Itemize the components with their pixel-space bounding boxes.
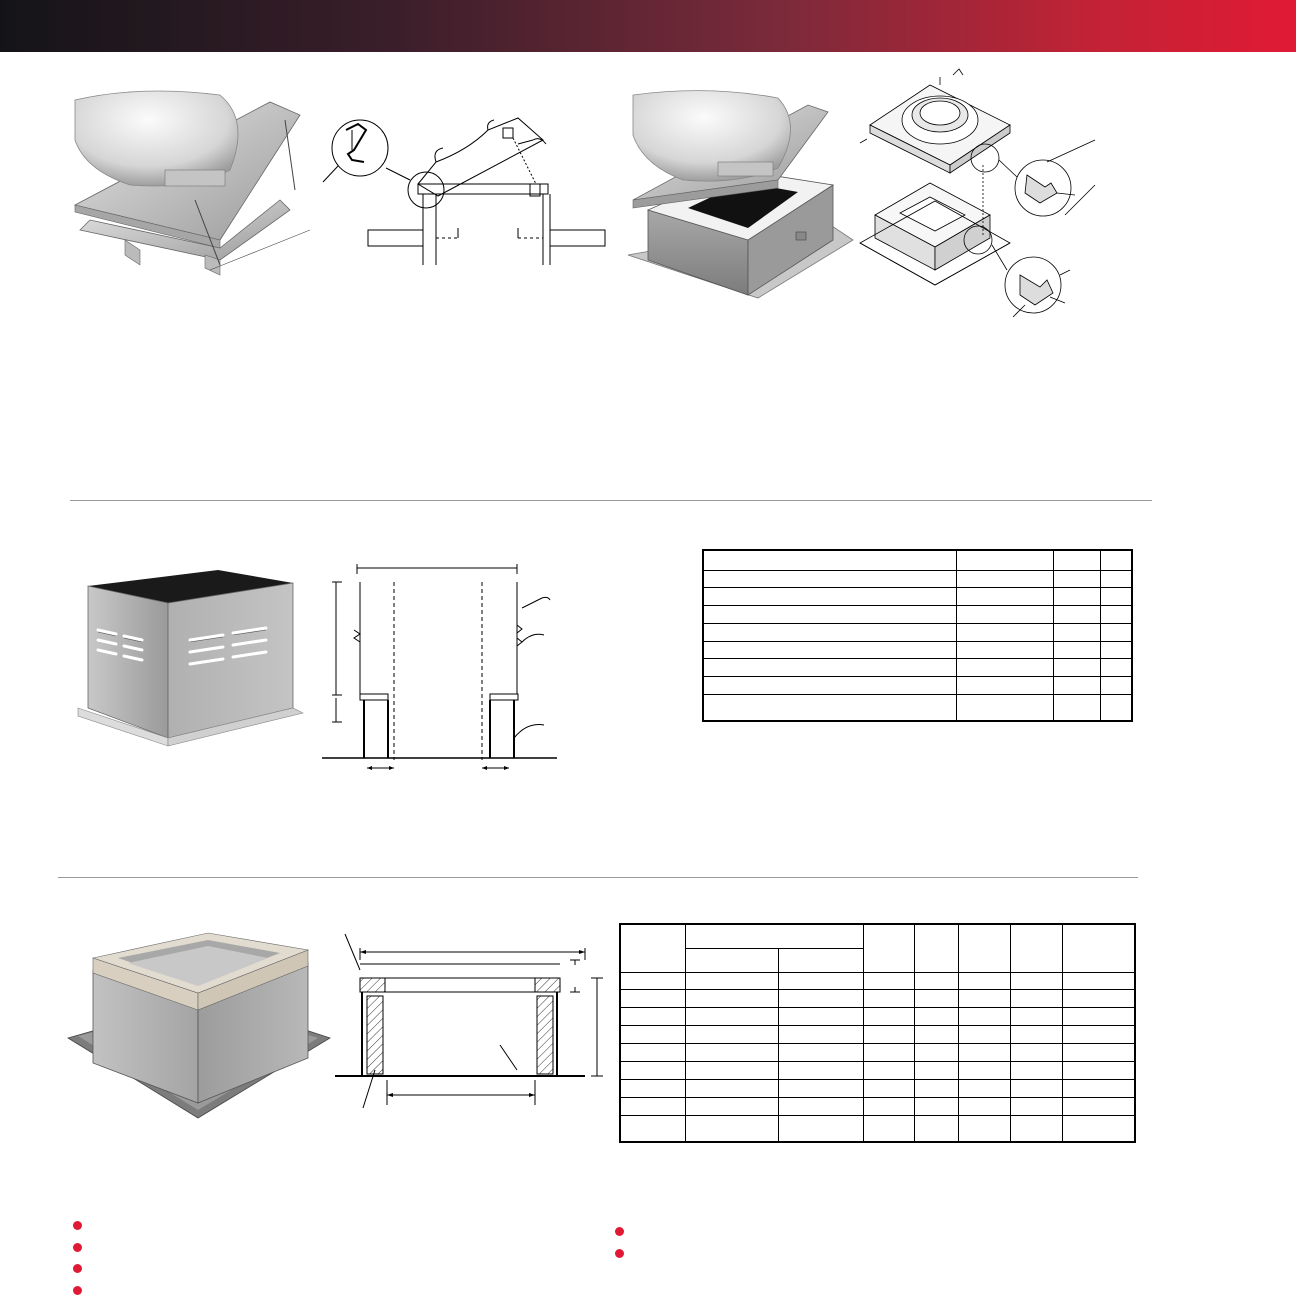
table-cell xyxy=(1063,1026,1136,1044)
table-cell xyxy=(957,588,1054,606)
table-cell xyxy=(1011,990,1063,1008)
red-dot-bullet-icon xyxy=(615,1249,624,1258)
table-row xyxy=(703,550,1132,570)
table-cell xyxy=(1054,694,1101,721)
table-cell xyxy=(1011,1115,1063,1142)
table-cell xyxy=(686,924,864,948)
table-cell xyxy=(1101,550,1133,570)
red-dot-bullet-icon xyxy=(73,1264,82,1273)
table-row xyxy=(703,659,1132,677)
table-cell xyxy=(915,1061,959,1079)
hinged-curb-photo xyxy=(628,90,853,305)
table-cell xyxy=(620,1115,686,1142)
table-cell xyxy=(686,1115,779,1142)
table-cell xyxy=(957,641,1054,659)
table-cell xyxy=(1063,990,1136,1008)
table-row xyxy=(620,1079,1135,1097)
table-cell xyxy=(779,1115,864,1142)
table-cell xyxy=(620,1026,686,1044)
table-row xyxy=(620,990,1135,1008)
table-cell xyxy=(1101,659,1133,677)
table-cell xyxy=(959,1044,1011,1062)
hinged-base-diagram xyxy=(318,110,608,270)
table-cell xyxy=(703,623,957,641)
table-row xyxy=(620,1008,1135,1026)
table-cell xyxy=(620,1044,686,1062)
table-row xyxy=(703,588,1132,606)
table-cell xyxy=(779,1061,864,1079)
table-cell xyxy=(1063,1079,1136,1097)
section-divider-1 xyxy=(70,500,1152,501)
table-cell xyxy=(1101,677,1133,695)
table-cell xyxy=(957,550,1054,570)
table-cell xyxy=(1063,1044,1136,1062)
table-cell xyxy=(957,570,1054,588)
table-cell xyxy=(686,990,779,1008)
table-row xyxy=(620,1061,1135,1079)
table-cell xyxy=(686,1097,779,1115)
red-dot-bullet-icon xyxy=(73,1221,82,1230)
table-cell xyxy=(959,1026,1011,1044)
table-cell xyxy=(959,972,1011,990)
table-cell xyxy=(779,1044,864,1062)
table-cell xyxy=(703,641,957,659)
table-cell xyxy=(864,1008,915,1026)
table-cell xyxy=(957,606,1054,624)
table-row xyxy=(620,1097,1135,1115)
table-cell xyxy=(1063,1097,1136,1115)
table-cell xyxy=(779,1079,864,1097)
table-cell xyxy=(959,1079,1011,1097)
table-cell xyxy=(620,924,686,972)
table-cell xyxy=(1011,1097,1063,1115)
table-cell xyxy=(1011,1079,1063,1097)
table-cell xyxy=(915,1115,959,1142)
roof-curb-table xyxy=(619,923,1136,1143)
table-cell xyxy=(1054,570,1101,588)
table-cell xyxy=(1054,550,1101,570)
table-cell xyxy=(864,1115,915,1142)
table-cell xyxy=(703,677,957,695)
table-cell xyxy=(959,1115,1011,1142)
table-row xyxy=(703,641,1132,659)
table-cell xyxy=(915,1026,959,1044)
table-cell xyxy=(1101,623,1133,641)
table-cell xyxy=(1101,694,1133,721)
table-row xyxy=(703,606,1132,624)
table-cell xyxy=(703,550,957,570)
table-cell xyxy=(864,1097,915,1115)
table-row xyxy=(703,570,1132,588)
table-cell xyxy=(915,1044,959,1062)
table-cell xyxy=(1063,924,1136,972)
table-cell xyxy=(1011,1061,1063,1079)
table-cell xyxy=(1063,1008,1136,1026)
table-cell xyxy=(1054,641,1101,659)
table-row xyxy=(620,1044,1135,1062)
table-cell xyxy=(779,972,864,990)
header-banner xyxy=(0,0,1296,52)
table-cell xyxy=(686,948,779,972)
table-cell xyxy=(686,1079,779,1097)
section-divider-2 xyxy=(58,877,1138,878)
table-cell xyxy=(1101,570,1133,588)
table-cell xyxy=(1054,588,1101,606)
roof-curb-section-diagram xyxy=(335,930,615,1115)
curb-extension-section-diagram xyxy=(322,560,562,775)
table-row xyxy=(620,1115,1135,1142)
hinge-assembly-diagram xyxy=(855,65,1100,320)
table-cell xyxy=(1011,972,1063,990)
table-cell xyxy=(779,1008,864,1026)
table-cell xyxy=(959,924,1011,972)
table-cell xyxy=(1054,623,1101,641)
table-cell xyxy=(620,1008,686,1026)
table-cell xyxy=(779,990,864,1008)
table-cell xyxy=(620,990,686,1008)
table-cell xyxy=(957,677,1054,695)
table-cell xyxy=(864,972,915,990)
table-cell xyxy=(959,1008,1011,1026)
table-cell xyxy=(620,1097,686,1115)
table-cell xyxy=(1101,606,1133,624)
table-cell xyxy=(915,972,959,990)
table-cell xyxy=(959,990,1011,1008)
table-cell xyxy=(1101,641,1133,659)
table-cell xyxy=(779,948,864,972)
table-cell xyxy=(915,1097,959,1115)
curb-extension-table xyxy=(702,549,1133,722)
table-cell xyxy=(1011,1044,1063,1062)
table-cell xyxy=(686,1008,779,1026)
table-cell xyxy=(1063,1061,1136,1079)
table-cell xyxy=(1054,677,1101,695)
table-row xyxy=(620,924,1135,948)
table-cell xyxy=(864,1061,915,1079)
table-row xyxy=(703,623,1132,641)
table-row xyxy=(620,972,1135,990)
roof-curb-photo xyxy=(68,928,330,1128)
table-cell xyxy=(959,1061,1011,1079)
table-cell xyxy=(1011,1026,1063,1044)
table-cell xyxy=(703,659,957,677)
table-cell xyxy=(915,1079,959,1097)
table-cell xyxy=(957,623,1054,641)
table-cell xyxy=(864,990,915,1008)
table-cell xyxy=(686,1044,779,1062)
table-cell xyxy=(915,990,959,1008)
table-cell xyxy=(703,606,957,624)
curb-extension-photo xyxy=(78,568,310,753)
table-cell xyxy=(915,924,959,972)
red-dot-bullet-icon xyxy=(73,1243,82,1252)
table-cell xyxy=(1063,972,1136,990)
table-cell xyxy=(620,972,686,990)
table-cell xyxy=(686,1061,779,1079)
table-cell xyxy=(1101,588,1133,606)
table-cell xyxy=(703,588,957,606)
table-cell xyxy=(1063,1115,1136,1142)
table-cell xyxy=(864,1026,915,1044)
table-cell xyxy=(864,1079,915,1097)
table-cell xyxy=(686,972,779,990)
table-cell xyxy=(1011,1008,1063,1026)
table-cell xyxy=(703,694,957,721)
red-dot-bullet-icon xyxy=(73,1286,82,1295)
table-cell xyxy=(1054,606,1101,624)
table-cell xyxy=(620,1079,686,1097)
hinged-base-photo xyxy=(70,90,310,290)
table-row xyxy=(703,677,1132,695)
table-cell xyxy=(864,924,915,972)
table-row xyxy=(703,694,1132,721)
table-cell xyxy=(779,1097,864,1115)
table-cell xyxy=(620,1061,686,1079)
table-cell xyxy=(915,1008,959,1026)
table-cell xyxy=(779,1026,864,1044)
table-cell xyxy=(957,659,1054,677)
table-cell xyxy=(959,1097,1011,1115)
table-cell xyxy=(703,570,957,588)
red-dot-bullet-icon xyxy=(615,1227,624,1236)
table-cell xyxy=(957,694,1054,721)
table-row xyxy=(620,1026,1135,1044)
table-cell xyxy=(864,1044,915,1062)
table-cell xyxy=(686,1026,779,1044)
table-cell xyxy=(1054,659,1101,677)
table-cell xyxy=(1011,924,1063,972)
